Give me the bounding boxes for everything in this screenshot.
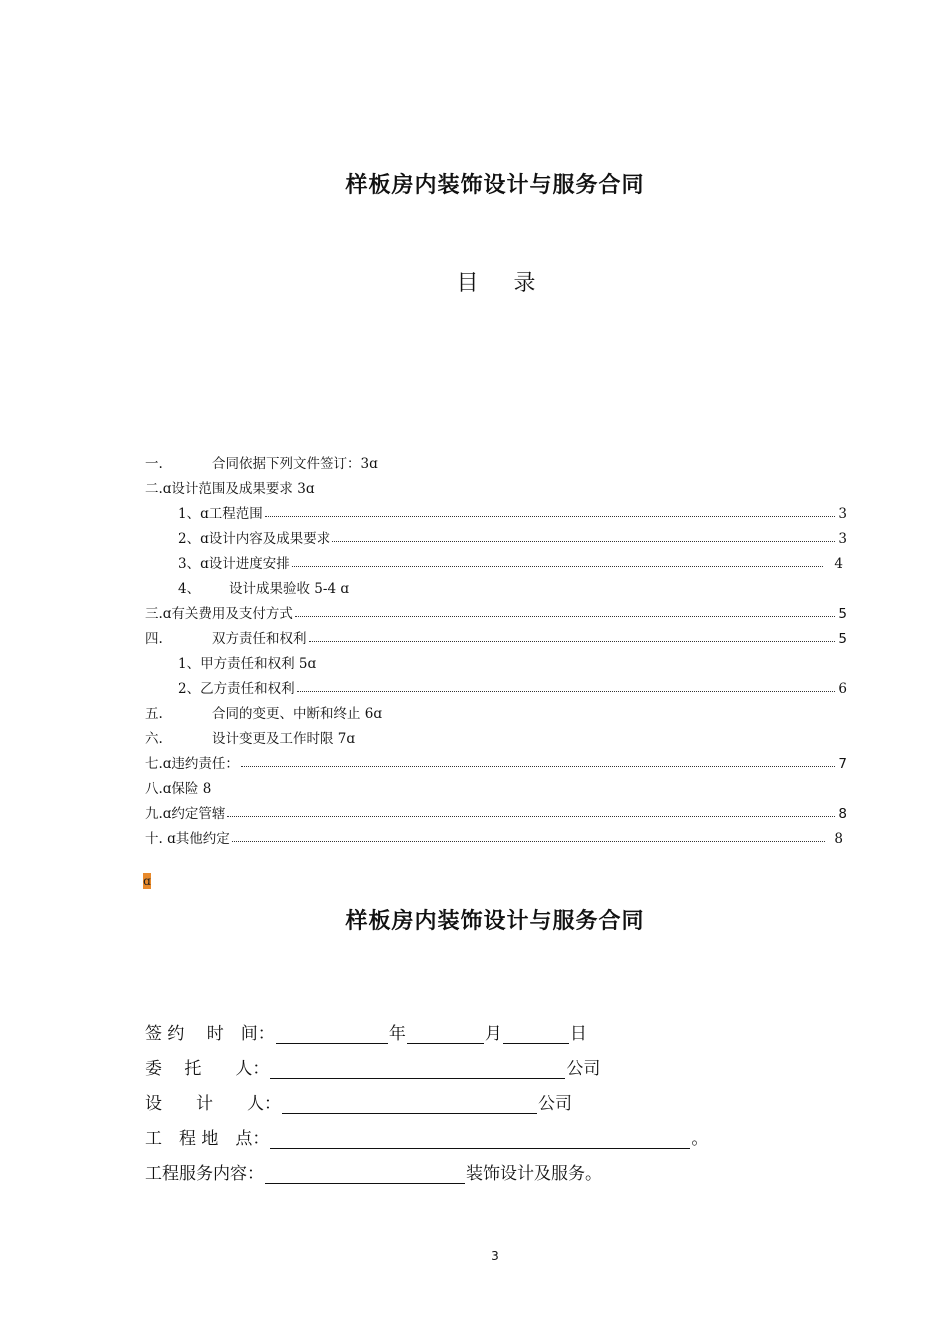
- toc-item[interactable]: [178, 648, 847, 672]
- toc-item-number: 六.: [145, 731, 163, 747]
- service-suffix: 装饰设计及服务。: [466, 1164, 602, 1184]
- sign-time-row: [145, 1020, 587, 1044]
- toc-item-number: 一.: [145, 456, 163, 472]
- toc-item-text: 二.ɑ设计范围及成果要求 3ɑ: [145, 481, 315, 497]
- toc-item-page: 8: [834, 831, 843, 847]
- designer-label: 设 计 人：: [145, 1094, 281, 1114]
- toc-item[interactable]: [145, 448, 847, 472]
- toc-item-text: 设计变更及工作时限 7ɑ: [212, 731, 356, 747]
- toc-item-text: 2、ɑ设计内容及成果要求: [178, 531, 331, 547]
- toc-item[interactable]: [178, 498, 847, 522]
- client-company-suffix: 公司: [566, 1059, 601, 1079]
- toc-item-text: 合同依据下列文件签订：3ɑ: [212, 456, 378, 472]
- location-field[interactable]: [270, 1130, 690, 1149]
- toc-leader: [265, 515, 835, 517]
- toc-item[interactable]: [145, 823, 843, 847]
- toc-item[interactable]: [145, 598, 847, 622]
- toc-item-page: 8: [838, 806, 847, 822]
- toc-leader: [227, 815, 835, 817]
- toc-item[interactable]: [178, 673, 847, 697]
- toc-item[interactable]: [178, 573, 847, 597]
- toc-leader: [241, 765, 835, 767]
- document-title: 样板房内装饰设计与服务合同: [345, 173, 645, 198]
- day-label: 日: [569, 1024, 587, 1044]
- toc-item-page: 3: [838, 531, 847, 547]
- location-row: [145, 1125, 708, 1149]
- toc-leader: [332, 540, 835, 542]
- toc-item[interactable]: [145, 723, 847, 747]
- toc-leader: [292, 565, 823, 567]
- anchor-mark: ɑ: [143, 874, 151, 888]
- sign-time-label: 签 约 时 间：: [145, 1024, 275, 1044]
- designer-company-suffix: 公司: [538, 1094, 572, 1114]
- toc-leader: [309, 640, 836, 642]
- toc-leader: [295, 615, 835, 617]
- toc-item-text: 3、ɑ设计进度安排: [178, 556, 290, 572]
- toc-item-text: 十. ɑ其他约定: [145, 831, 230, 847]
- toc-item[interactable]: [145, 773, 847, 797]
- toc-item-number: 4、: [178, 581, 201, 597]
- toc-item[interactable]: [145, 698, 847, 722]
- year-label: 年: [388, 1024, 406, 1044]
- toc-item[interactable]: [145, 748, 847, 772]
- toc-item[interactable]: [178, 548, 843, 572]
- toc-item-text: 双方责任和权利: [212, 631, 307, 647]
- toc-item-text: 三.ɑ有关费用及支付方式: [145, 606, 293, 622]
- toc-item-text: 1、ɑ工程范围: [178, 506, 263, 522]
- toc-item-text: 1、甲方责任和权利 5ɑ: [178, 656, 317, 672]
- toc-item-text: 八.ɑ保险 8: [145, 781, 212, 797]
- toc-item-number: 五.: [145, 706, 163, 722]
- toc-item[interactable]: [145, 798, 847, 822]
- toc-item-page: 5: [838, 631, 847, 647]
- service-row: [145, 1160, 602, 1184]
- location-label: 工 程 地 点：: [145, 1129, 270, 1149]
- toc-heading: 目 录: [456, 271, 550, 296]
- toc-leader: [232, 840, 825, 842]
- toc-item-page: 4: [834, 556, 843, 572]
- toc-item-page: 6: [838, 681, 847, 697]
- designer-field[interactable]: [282, 1095, 537, 1114]
- toc-item-page: 5: [838, 606, 847, 622]
- toc-item[interactable]: [145, 473, 847, 497]
- designer-row: [145, 1090, 572, 1114]
- toc-item-number: 四.: [145, 631, 163, 647]
- year-field[interactable]: [276, 1025, 388, 1044]
- service-field[interactable]: [265, 1165, 465, 1184]
- contract-title: 样板房内装饰设计与服务合同: [345, 909, 645, 934]
- toc-item-text: 2、乙方责任和权利: [178, 681, 295, 697]
- toc-item-text: 七.ɑ违约责任：: [145, 756, 239, 772]
- client-field[interactable]: [270, 1060, 565, 1079]
- page-number: 3: [491, 1249, 499, 1263]
- client-row: [145, 1055, 600, 1079]
- toc-item-text: 合同的变更、中断和终止 6ɑ: [212, 706, 383, 722]
- toc-item-text: 设计成果验收 5-4 ɑ: [229, 581, 349, 597]
- location-period: 。: [691, 1129, 709, 1149]
- client-label: 委 托 人：: [145, 1059, 270, 1079]
- month-label: 月: [484, 1024, 502, 1044]
- month-field[interactable]: [407, 1025, 484, 1044]
- toc-item[interactable]: [178, 523, 847, 547]
- toc-item[interactable]: [145, 623, 847, 647]
- toc-leader: [297, 690, 835, 692]
- service-label: 工程服务内容：: [145, 1164, 264, 1184]
- toc-item-page: 3: [838, 506, 847, 522]
- day-field[interactable]: [503, 1025, 569, 1044]
- toc-item-page: 7: [838, 756, 847, 772]
- toc-item-text: 九.ɑ约定管辖: [145, 806, 226, 822]
